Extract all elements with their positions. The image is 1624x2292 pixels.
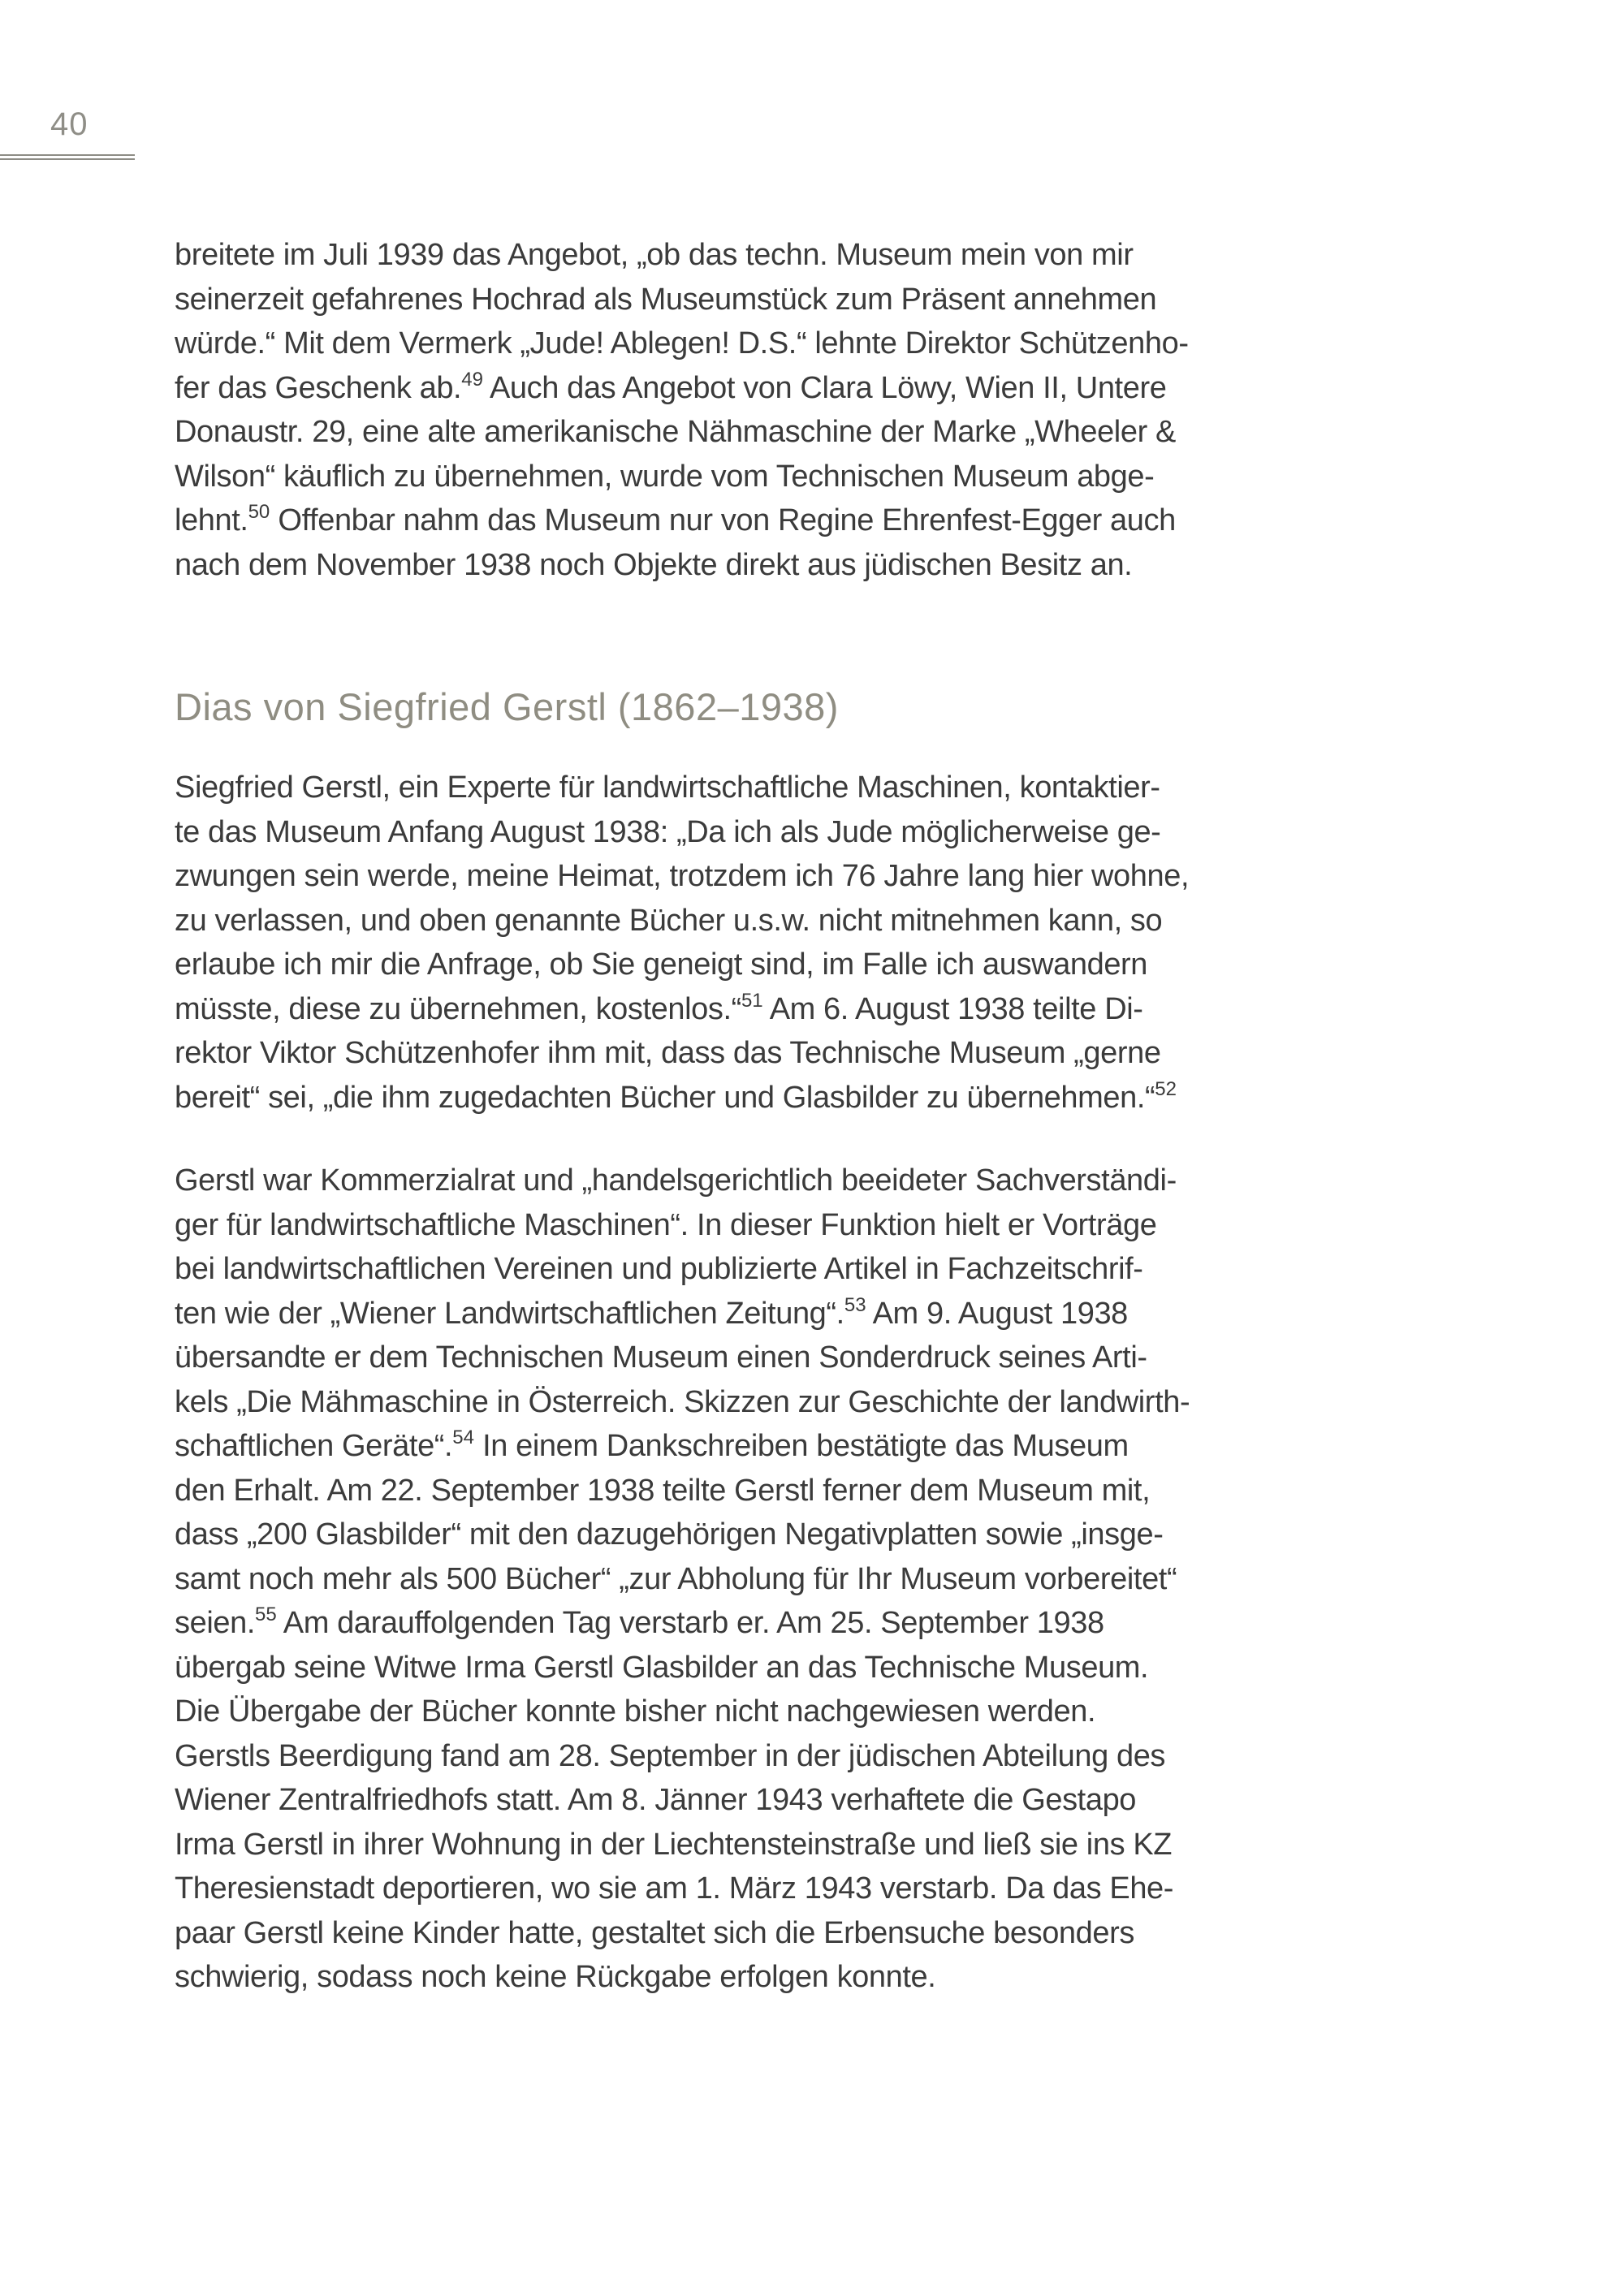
text-line: erlaube ich mir die Anfrage, ob Sie geneigt sind, im Falle ich auswandern <box>175 947 1148 982</box>
text-line: schaftlichen Geräte“.$^{54}$ In einem Dankschreiben bestätigte das Museum <box>175 1427 1129 1463</box>
text-line: Gerstls Beerdigung fand am 28. September in der jüdischen Abteilung des <box>175 1738 1166 1773</box>
text-line: seinerzeit gefahrenes Hochrad als Museumstück zum Präsent annehmen <box>175 282 1157 317</box>
text-line: rektor Viktor Schützenhofer ihm mit, dass das Technische Museum „gerne <box>175 1036 1161 1070</box>
text-line: paar Gerstl keine Kinder hatte, gestaltet sich die Erbensuche besonders <box>175 1915 1134 1950</box>
footnote-reference: 52 <box>1155 1077 1177 1100</box>
text-line: würde.“ Mit dem Vermerk „Jude! Ablegen! D.S.“ lehnte Direktor Schützenho- <box>175 326 1189 360</box>
text-line: Gerstl war Kommerzialrat und „handelsgerichtlich beeideter Sachverständi- <box>175 1163 1177 1198</box>
text-line: samt noch mehr als 500 Bücher“ „zur Abholung für Ihr Museum vorbereitet“ <box>175 1561 1177 1596</box>
text-line: Irma Gerstl in ihrer Wohnung in der Liechtensteinstraße und ließ sie ins KZ <box>175 1827 1173 1862</box>
footnote-reference: 55 <box>255 1604 277 1625</box>
text-line: den Erhalt. Am 22. September 1938 teilte Gerstl ferner dem Museum mit, <box>175 1473 1151 1508</box>
text-line: seien.$^{55}$ Am darauffolgenden Tag verstarb er. Am 25. September 1938 <box>175 1604 1104 1640</box>
paragraph-1 <box>175 233 1295 587</box>
text-line: Wilson“ käuflich zu übernehmen, wurde vom Technischen Museum abge- <box>175 459 1155 494</box>
text-line: Wiener Zentralfriedhofs statt. Am 8. Jänner 1943 verhaftete die Gestapo <box>175 1783 1137 1817</box>
text-line: nach dem November 1938 noch Objekte direkt aus jüdischen Besitz an. <box>175 547 1133 582</box>
text-line: übergab seine Witwe Irma Gerstl Glasbilder an das Technische Museum. <box>175 1650 1149 1685</box>
footnote-reference: 53 <box>844 1293 866 1316</box>
text-line: ten wie der „Wiener Landwirtschaftlichen Zeitung“.$^{53}$ Am 9. August 1938 <box>175 1293 1128 1331</box>
page-number: 40 <box>50 106 89 142</box>
text-column <box>175 233 1295 2000</box>
section-heading: Dias von Siegfried Gerstl (1862–1938) <box>175 685 839 728</box>
text-line: müsste, diese zu übernehmen, kostenlos.“$^{51}$ Am 6. August 1938 teilte Di- <box>175 989 1143 1026</box>
text-line: Theresienstadt deportieren, wo sie am 1. März 1943 verstarb. Da das Ehe- <box>175 1871 1174 1906</box>
paragraph-3 <box>175 1159 1295 2000</box>
text-line: schwierig, sodass noch keine Rückgabe erfolgen konnte. <box>175 1960 936 1994</box>
footnote-reference: 54 <box>452 1427 474 1448</box>
text-line: zwungen sein werde, meine Heimat, trotzdem ich 76 Jahre lang hier wohne, <box>175 859 1190 893</box>
text-line: bereit“ sei, „die ihm zugedachten Bücher und Glasbilder zu übernehmen.“$^{52}$ <box>175 1077 1177 1115</box>
text-line: übersandte er dem Technischen Museum einen Sonderdruck seines Arti- <box>175 1340 1147 1375</box>
text-line: breitete im Juli 1939 das Angebot, „ob das techn. Museum mein von mir <box>175 238 1134 272</box>
text-line: te das Museum Anfang August 1938: „Da ich als Jude möglicherweise ge- <box>175 814 1161 849</box>
text-line: Die Übergabe der Bücher konnte bisher nicht nachgewiesen werden. <box>175 1694 1096 1729</box>
text-line: bei landwirtschaftlichen Vereinen und publizierte Artikel in Fachzeitschrif- <box>175 1252 1143 1286</box>
text-line: lehnt.$^{50}$ Offenbar nahm das Museum nur von Regine Ehrenfest-Egger auch <box>175 501 1176 537</box>
footnote-reference: 49 <box>461 368 483 391</box>
text-line: ger für landwirtschaftliche Maschinen“. In dieser Funktion hielt er Vorträge <box>175 1207 1157 1242</box>
text-line: dass „200 Glasbilder“ mit den dazugehörigen Negativplatten sowie „insge- <box>175 1517 1164 1552</box>
text-line: fer das Geschenk ab.$^{49}$ Auch das Angebot von Clara Löwy, Wien II, Untere <box>175 368 1167 405</box>
text-line: Donaustr. 29, eine alte amerikanische Nähmaschine der Marke „Wheeler & <box>175 415 1176 449</box>
paragraph-2 <box>175 766 1295 1120</box>
text-line: kels „Die Mähmaschine in Österreich. Skizzen zur Geschichte der landwirth- <box>175 1384 1190 1419</box>
footnote-reference: 51 <box>741 989 763 1012</box>
text-line: zu verlassen, und oben genannte Bücher u.s.w. nicht mitnehmen kann, so <box>175 903 1163 938</box>
footnote-reference: 50 <box>248 501 270 523</box>
header-double-rule <box>0 154 135 160</box>
text-line: Siegfried Gerstl, ein Experte für landwirtschaftliche Maschinen, kontaktier- <box>175 770 1160 805</box>
